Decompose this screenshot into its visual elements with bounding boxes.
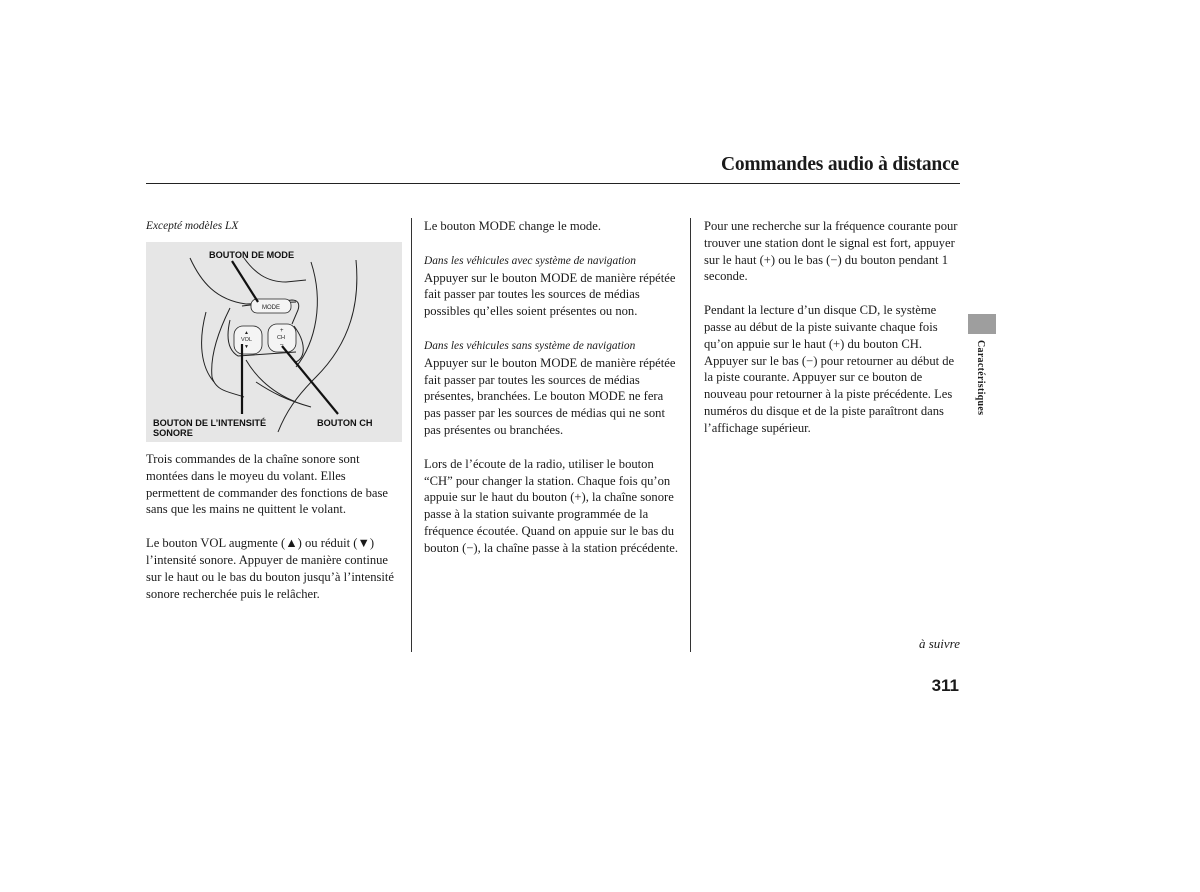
steering-wheel-illustration — [146, 242, 402, 442]
vol-up-arrow: ▲ — [244, 330, 249, 336]
mode-button-callout: BOUTON DE MODE — [209, 250, 295, 260]
continued-note: à suivre — [918, 636, 960, 651]
nav-paragraph: Appuyer sur le bouton MODE de manière répétée fait passer par toutes les sources de médias possibles qu’elles soient présentes ou non. — [424, 270, 676, 319]
right-column-text — [704, 218, 960, 437]
ch-button-callout: BOUTON CH — [317, 418, 373, 428]
no-nav-note: Dans les véhicules sans système de navigation — [424, 339, 636, 352]
column-divider-left — [411, 218, 412, 652]
mode-callout-line — [232, 261, 258, 302]
seek-paragraph: Pour une recherche sur la fréquence courante pour trouver une station dont le signal est fort, appuyer sur le haut (+) ou le bas (−) du bouton pendant 1 seconde. — [704, 219, 958, 284]
vol-button-label: VOL — [241, 337, 253, 343]
ch-button-label: CH — [277, 335, 285, 341]
intro-paragraph: Trois commandes de la chaîne sonore sont montées dans le moyeu du volant. Elles permettent de commander des fonctions de base sans que les mains ne quittent le volant. — [146, 452, 388, 517]
model-note: Excepté modèles LX — [146, 220, 239, 232]
mode-paragraph: Le bouton MODE change le mode. — [424, 219, 601, 233]
ch-callout-line — [282, 346, 338, 414]
column-divider-right — [690, 218, 691, 652]
left-column-text — [146, 451, 402, 602]
page-number: 311 — [931, 676, 959, 695]
ch-minus-sign: – — [280, 342, 284, 348]
page-title: Commandes audio à distance — [720, 154, 959, 175]
middle-column-text — [424, 218, 682, 557]
section-label: Caractéristiques — [975, 340, 986, 416]
vol-down-arrow: ▼ — [244, 344, 249, 350]
section-tab — [968, 314, 996, 334]
mode-button-label: MODE — [262, 305, 280, 311]
header-divider — [146, 183, 960, 184]
steering-wheel-figure — [146, 242, 402, 442]
ch-plus-sign: + — [280, 328, 284, 334]
volume-callout-line2: SONORE — [153, 428, 193, 438]
volume-paragraph: Le bouton VOL augmente (▲) ou réduit (▼) l’intensité sonore. Appuyer de manière continue sur le haut ou le bas du bouton jusqu’à l’intensité sonore recherchée puis le relâcher. — [146, 536, 394, 601]
no-nav-paragraph: Appuyer sur le bouton MODE de manière répétée fait passer par toutes les sources de médias présentes, branchées. Le bouton MODE ne fera pas passer par les sources de médias qui ne sont pas présentes ou branchées. — [424, 355, 676, 437]
radio-paragraph: Lors de l’écoute de la radio, utiliser le bouton “CH” pour changer la station. Chaque fois qu’on appuie sur le haut du bouton (+), la chaîne sonore passe à la station suivante programmée de la fréquence écoutée. Quand on appuie sur le bas du bouton (−), la chaîne passe à la station précédente. — [424, 456, 678, 555]
cd-paragraph: Pendant la lecture d’un disque CD, le système passe au début de la piste suivante chaque fois qu’on appuie sur le haut (+) du bouton CH. Appuyer sur le bas (−) pour retourner au début de la piste courante. Appuyer sur ce bouton de nouveau pour retourner à la piste précédente. Les numéros du disque et de la piste paraîtront dans l’affichage supérieur. — [704, 303, 955, 435]
volume-callout-line1: BOUTON DE L’INTENSITÉ — [153, 418, 267, 428]
volume-button-callout — [153, 418, 266, 438]
nav-note: Dans les véhicules avec système de navigation — [424, 254, 636, 267]
